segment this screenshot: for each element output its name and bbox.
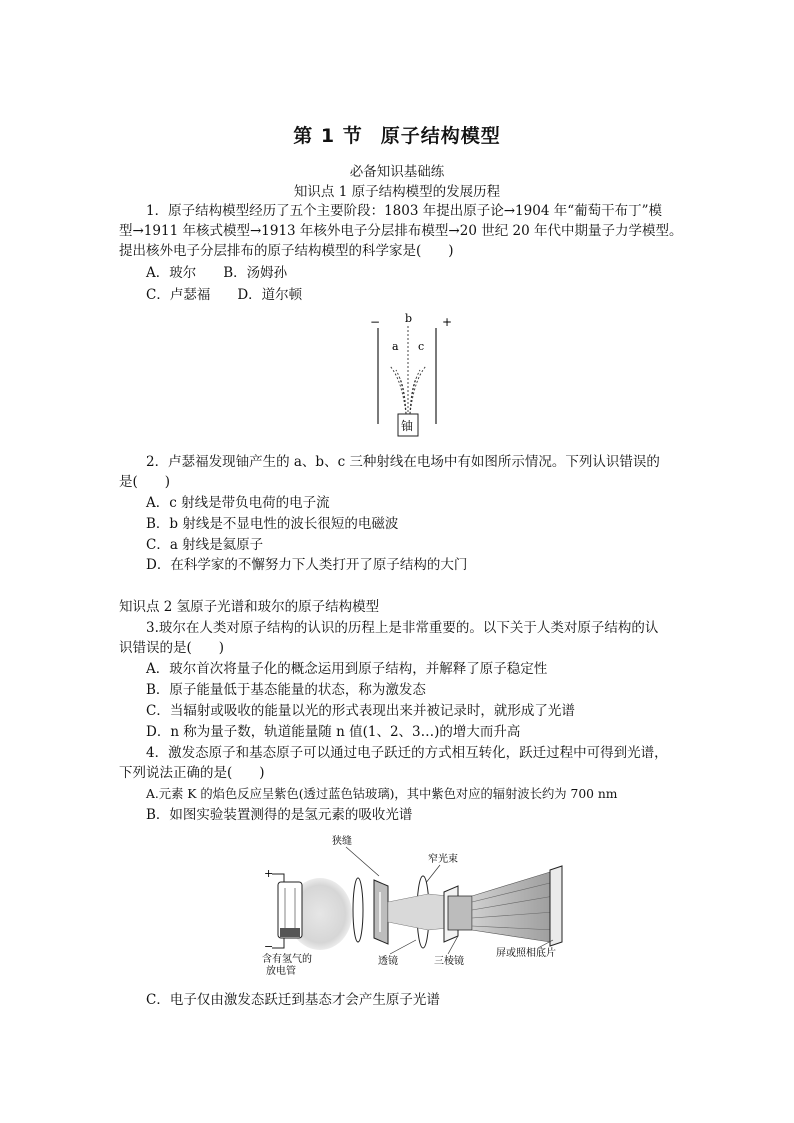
minus-plate-label: −: [370, 315, 381, 329]
q1-options-row-2: C．卢瑟福 D．道尔顿: [146, 287, 303, 303]
q3-line-1: 3.玻尔在人类对原子结构的认识的历程上是非常重要的。以下关于人类对原子结构的认: [146, 620, 659, 636]
radiation-field-diagram: [360, 308, 460, 438]
dispersed-beam: [472, 872, 558, 942]
lens-leader-line: [390, 940, 416, 954]
q3-option-a: A．玻尔首次将量子化的概念运用到原子结构，并解释了原子稳定性: [146, 661, 548, 677]
q1-line-2: 型→1911 年核式模型→1913 年核外电子分层排布模型→20 世纪 20 年代中期量子力学模型。: [119, 223, 683, 239]
ray-b-label: b: [405, 312, 413, 325]
ray-c-2: [410, 370, 420, 414]
q3-option-c: C．当辐射或吸收的能量以光的形式表现出来并被记录时，就形成了光谱: [146, 703, 575, 719]
q3-line-2: 识错误的是( ): [119, 640, 225, 656]
beam-leader-line: [425, 865, 440, 884]
kp2-heading: 知识点 2 氢原子光谱和玻尔的原子结构模型: [119, 599, 380, 615]
ray-a-label: a: [392, 340, 399, 353]
q3-option-b: B．原子能量低于基态能量的状态，称为激发态: [146, 682, 426, 698]
ray-a-2: [396, 370, 406, 414]
tube-gas-fill: [280, 928, 300, 937]
q4-line-1: 4．激发态原子和基态原子可以通过电子跃迁的方式相互转化，跃迁过程中可得到光谱，: [146, 745, 668, 761]
q1-line-3: 提出核外电子分层排布的原子结构模型的科学家是( ): [119, 243, 454, 259]
detection-screen: [550, 866, 562, 946]
section-name: 原子结构模型: [380, 125, 501, 147]
screen-label: 屏或照相底片: [496, 948, 556, 959]
q2-option-b: B．b 射线是不显电性的波长很短的电磁波: [146, 516, 399, 532]
q2-option-c: C．a 射线是氦原子: [146, 537, 264, 553]
q4-option-b: B．如图实验装置测得的是氢元素的吸收光谱: [146, 807, 413, 823]
ray-c-label: c: [418, 340, 425, 353]
tube-label-line-2: 放电管: [266, 966, 296, 977]
tube-plus-sign: +: [264, 867, 274, 880]
section-number: 第 1 节: [293, 125, 363, 147]
q2-option-a: A．c 射线是带负电荷的电子流: [146, 495, 330, 511]
slit-leader-line: [346, 847, 379, 876]
q1-line-1: 1．原子结构模型经历了五个主要阶段：1803 年提出原子论→1904 年“葡萄干布丁”模: [146, 203, 662, 219]
q2-line-2: 是( ): [119, 474, 171, 490]
spectroscope-diagram: [258, 832, 578, 980]
narrow-beam-label: 窄光束: [428, 854, 458, 865]
page-title: [0, 121, 794, 148]
q3-option-d: D．n 称为量子数，轨道能量随 n 值(1、2、3…)的增大而升高: [146, 724, 521, 740]
q1-options-row-1: A．玻尔 B．汤姆孙: [146, 265, 288, 281]
q2-line-1: 2．卢瑟福发现铀产生的 a、b、c 三种射线在电场中有如图所示情况。下列认识错误的: [146, 454, 660, 470]
subtitle: 必备知识基础练: [349, 164, 445, 180]
prism-label: 三棱镜: [434, 956, 464, 967]
prism-face: [448, 896, 472, 930]
q4-option-c: C．电子仅由激发态跃迁到基态才会产生原子光谱: [146, 992, 440, 1008]
negative-wire: [272, 938, 284, 948]
lens-label: 透镜: [378, 956, 398, 967]
positive-wire: [272, 874, 284, 882]
plus-plate-label: +: [442, 315, 453, 329]
slit-label: 狭缝: [332, 836, 352, 847]
uranium-label: 铀: [401, 419, 414, 433]
kp1-heading: 知识点 1 原子结构模型的发展历程: [293, 184, 501, 200]
slit-plate: [374, 880, 388, 944]
q2-option-d: D．在科学家的不懈努力下人类打开了原子结构的大门: [146, 557, 468, 573]
q4-option-a: A.元素 K 的焰色反应呈紫色(透过蓝色钴玻璃)，其中紫色对应的辐射波长约为 700 nm: [146, 787, 618, 801]
tube-minus-sign: −: [264, 940, 274, 953]
lens-1: [353, 878, 363, 942]
narrow-light-beam: [388, 894, 448, 930]
tube-label-line-1: 含有氢气的: [262, 954, 312, 965]
q4-line-2: 下列说法正确的是( ): [119, 765, 265, 781]
